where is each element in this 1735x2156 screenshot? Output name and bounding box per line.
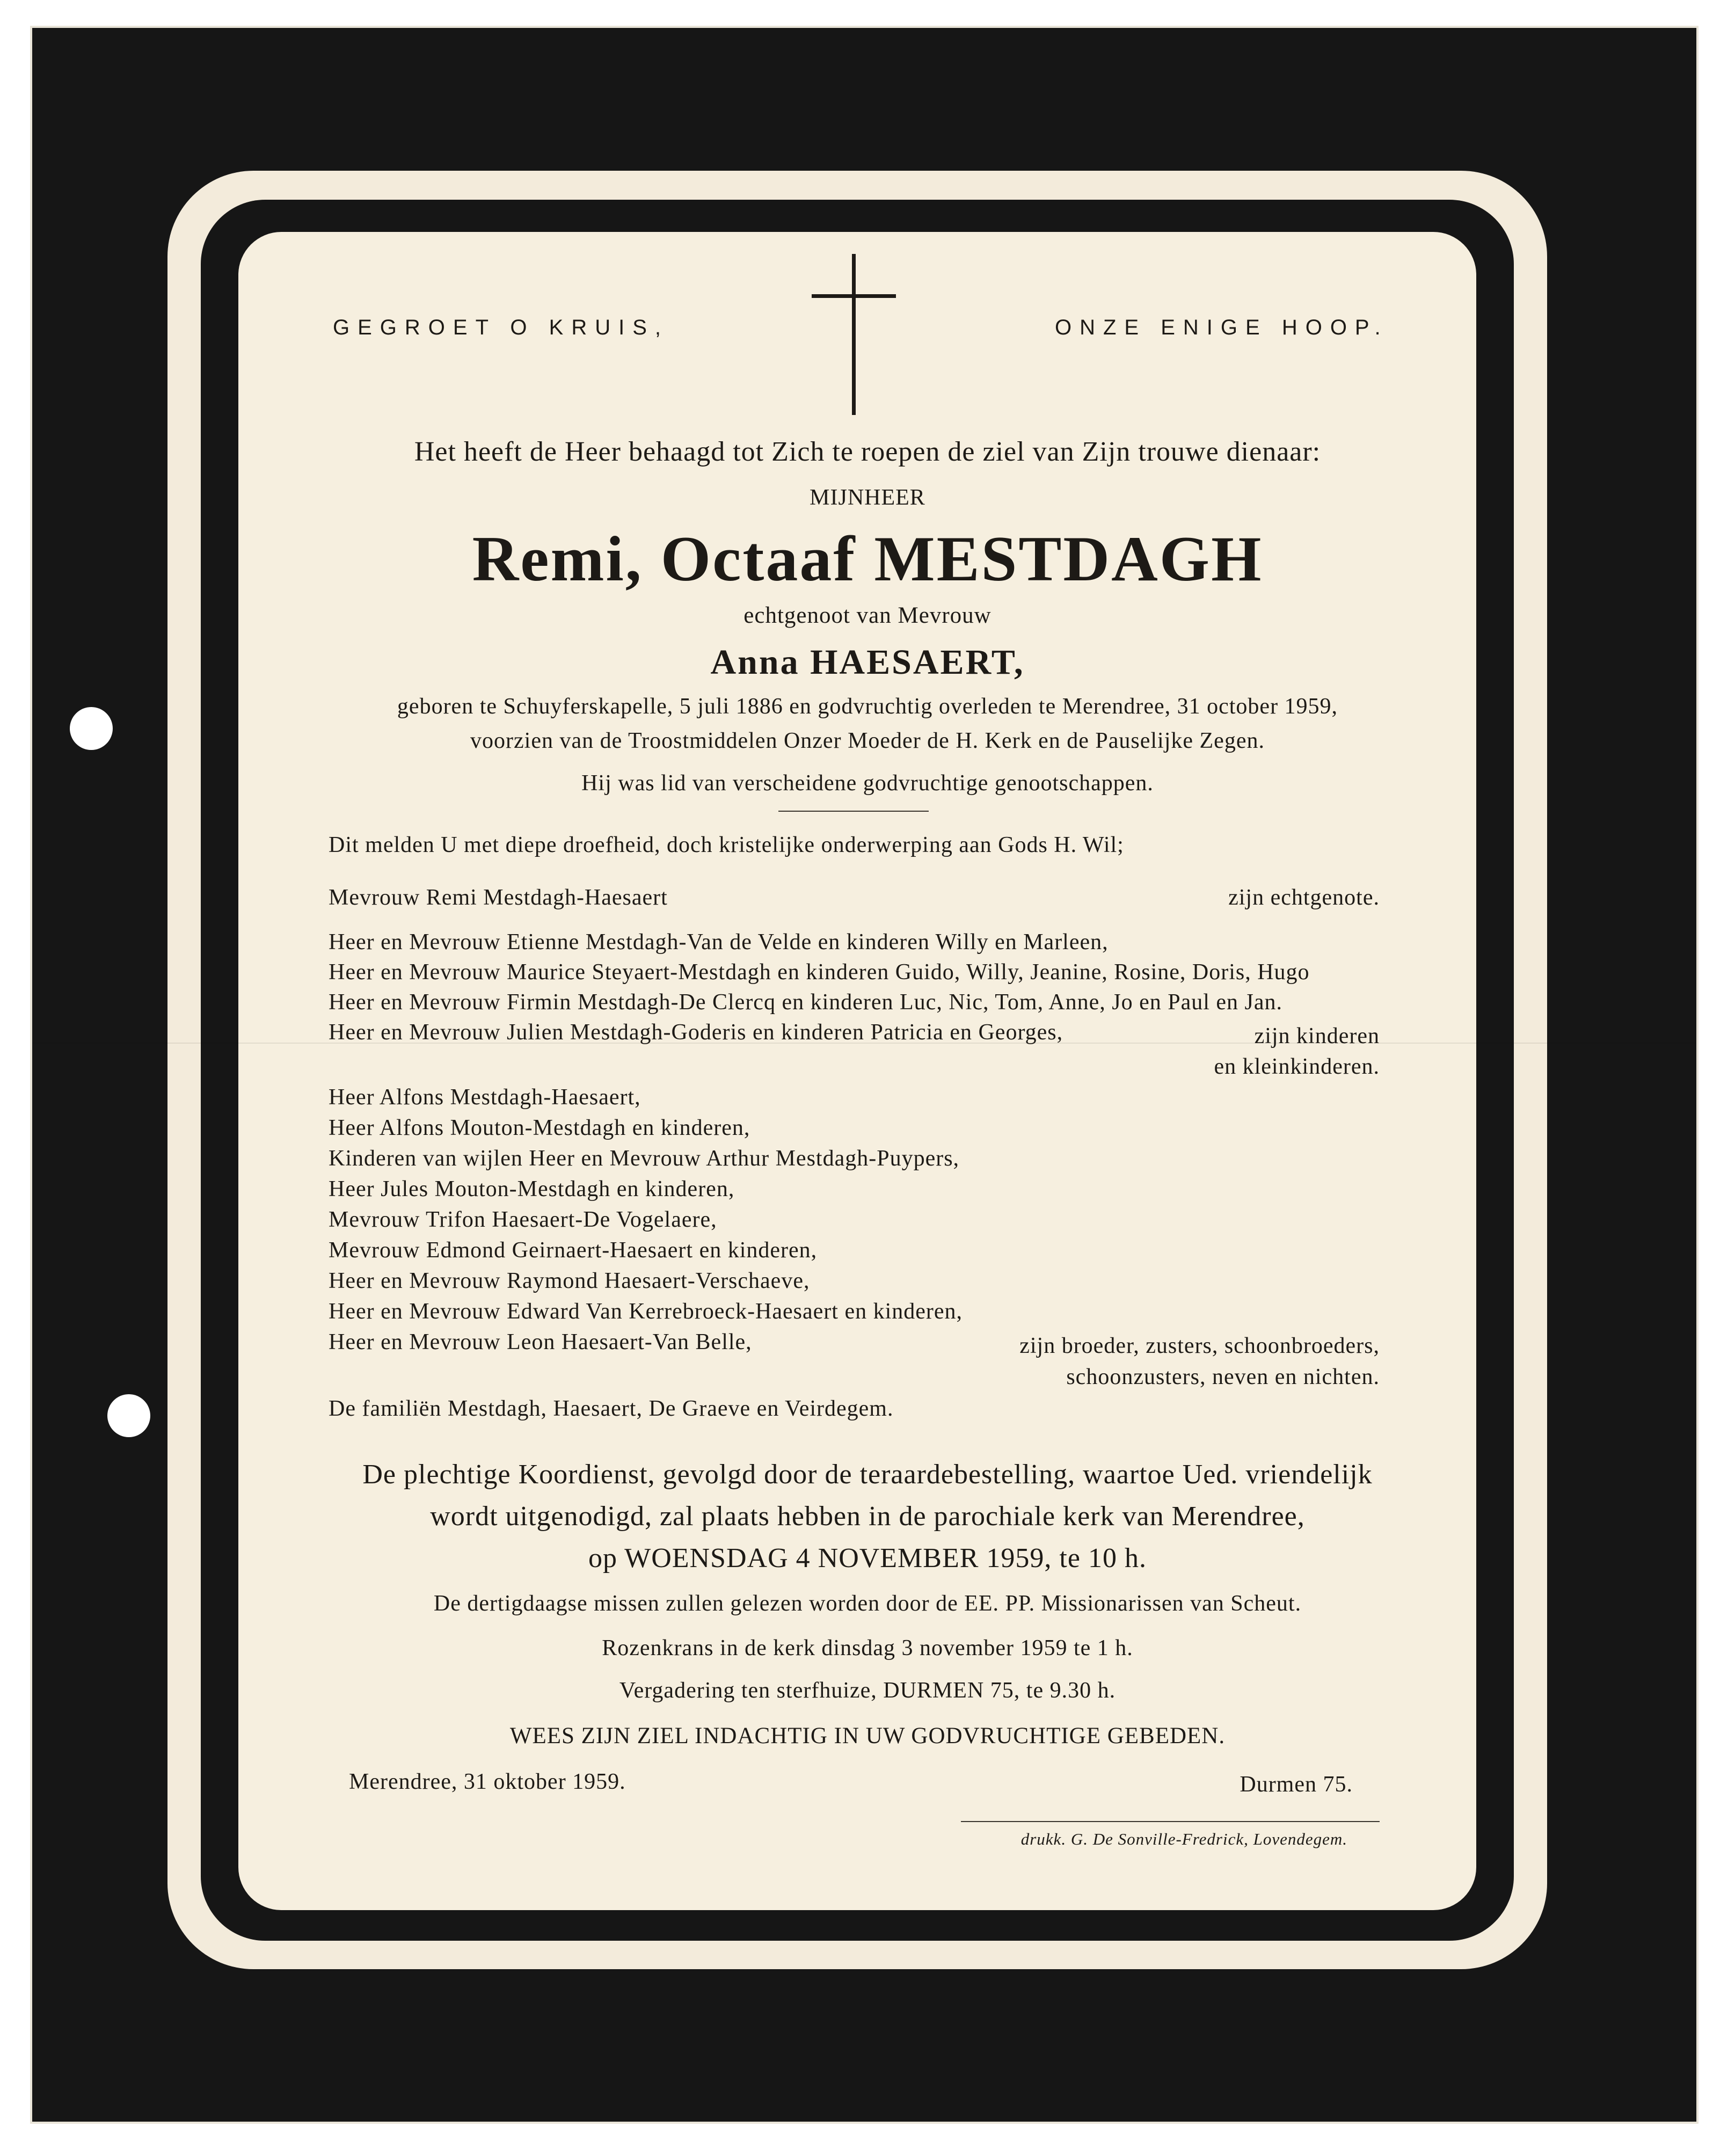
- families-text: De familiën Mestdagh, Haesaert, De Graeve en Veirdegem.: [329, 1396, 894, 1421]
- children-item: Heer en Mevrouw Maurice Steyaert-Mestdagh en kinderen Guido, Willy, Jeanine, Rosine, Doris, Hugo: [329, 960, 1310, 985]
- children-item: Heer en Mevrouw Firmin Mestdagh-De Clercq en kinderen Luc, Nic, Tom, Anne, Jo en Paul en Jan.: [329, 990, 1283, 1015]
- title-text: MIJNHEER: [810, 485, 925, 510]
- children-relation: zijn kinderen: [1254, 1024, 1380, 1048]
- siblings-relation: zijn broeder, zusters, schoonbroeders,: [1019, 1334, 1380, 1358]
- rosary-text: Rozenkrans in de kerk dinsdag 3 november 1959 te 1 h.: [602, 1636, 1133, 1660]
- section-divider: [778, 811, 929, 812]
- sibling-item: Heer Alfons Mouton-Mestdagh en kinderen,: [329, 1116, 750, 1140]
- printer-divider: [961, 1821, 1380, 1822]
- cross-icon: [852, 254, 856, 415]
- sibling-item: Mevrouw Trifon Haesaert-De Vogelaere,: [329, 1207, 717, 1232]
- address-text: Durmen 75.: [1240, 1772, 1353, 1797]
- service-line-3: op WOENSDAG 4 NOVEMBER 1959, te 10 h.: [588, 1543, 1147, 1574]
- announcement-text: Dit melden U met diepe droefheid, doch kristelijke onderwerping aan Gods H. Wil;: [329, 833, 1124, 857]
- punch-hole-bottom: [107, 1394, 150, 1437]
- motto-right: ONZE ENIGE HOOP.: [1055, 316, 1389, 339]
- siblings-relation-cont: schoonzusters, neven en nichten.: [1066, 1365, 1380, 1389]
- masses-text: De dertigdaagse missen zullen gelezen worden door de EE. PP. Missionarissen van Scheut.: [433, 1591, 1302, 1616]
- sibling-item: Heer Alfons Mestdagh-Haesaert,: [329, 1085, 641, 1110]
- widow-relation: zijn echtgenote.: [1228, 885, 1380, 910]
- children-item: Heer en Mevrouw Julien Mestdagh-Goderis en kinderen Patricia en Georges,: [329, 1020, 1063, 1045]
- spouse-name: Anna HAESAERT,: [710, 643, 1025, 682]
- service-line-2: wordt uitgenodigd, zal plaats hebben in de parochiale kerk van Merendree,: [430, 1501, 1305, 1532]
- sacraments-text: voorzien van de Troostmiddelen Onzer Moeder de H. Kerk en de Pauselijke Zegen.: [470, 729, 1265, 753]
- membership-text: Hij was lid van verscheidene godvruchtige genootschappen.: [581, 771, 1154, 796]
- place-date: Merendree, 31 oktober 1959.: [349, 1769, 626, 1794]
- birth-death-text: geboren te Schuyferskapelle, 5 juli 1886 en godvruchtig overleden te Merendree, 31 october 1959,: [397, 694, 1338, 719]
- prayer-text: WEES ZIJN ZIEL INDACHTIG IN UW GODVRUCHTIGE GEBEDEN.: [509, 1723, 1226, 1749]
- service-line-1: De plechtige Koordienst, gevolgd door de teraardebestelling, waartoe Ued. vriendelijk: [362, 1459, 1373, 1490]
- intro-text: Het heeft de Heer behaagd tot Zich te roepen de ziel van Zijn trouwe dienaar:: [414, 436, 1321, 467]
- cross-icon-bar: [812, 294, 896, 298]
- children-item: Heer en Mevrouw Etienne Mestdagh-Van de Velde en kinderen Willy en Marleen,: [329, 930, 1109, 955]
- widow-name: Mevrouw Remi Mestdagh-Haesaert: [329, 885, 668, 910]
- deceased-name: Remi, Octaaf MESTDAGH: [472, 523, 1263, 594]
- sibling-item: Heer en Mevrouw Raymond Haesaert-Verschaeve,: [329, 1269, 810, 1293]
- children-relation-cont: en kleinkinderen.: [1214, 1054, 1380, 1079]
- spouse-line: echtgenoot van Mevrouw: [743, 603, 992, 628]
- sibling-item: Mevrouw Edmond Geirnaert-Haesaert en kinderen,: [329, 1238, 818, 1263]
- sibling-item: Kinderen van wijlen Heer en Mevrouw Arthur Mestdagh-Puypers,: [329, 1146, 960, 1171]
- sibling-item: Heer en Mevrouw Leon Haesaert-Van Belle,: [329, 1330, 752, 1354]
- gathering-text: Vergadering ten sterfhuize, DURMEN 75, te 9.30 h.: [619, 1678, 1116, 1703]
- printer-credit: drukk. G. De Sonville-Fredrick, Lovendegem.: [1020, 1830, 1347, 1848]
- sibling-item: Heer en Mevrouw Edward Van Kerrebroeck-Haesaert en kinderen,: [329, 1299, 963, 1324]
- sibling-item: Heer Jules Mouton-Mestdagh en kinderen,: [329, 1177, 735, 1201]
- motto-left: GEGROET O KRUIS,: [333, 316, 669, 339]
